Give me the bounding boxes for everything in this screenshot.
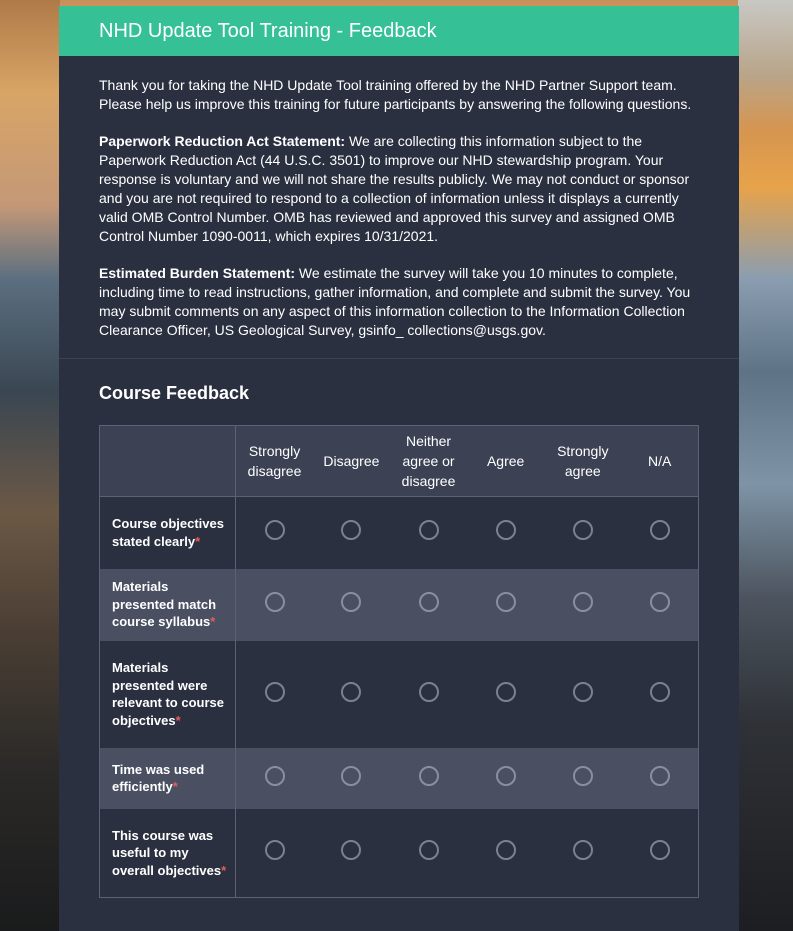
radio-button[interactable] — [419, 520, 439, 540]
option-cell — [236, 748, 313, 809]
background-photo-left — [0, 0, 60, 931]
required-asterisk: * — [210, 614, 216, 630]
option-cell — [621, 569, 698, 641]
likert-row — [100, 641, 699, 748]
option-cell — [236, 641, 313, 748]
option-cell — [313, 497, 390, 569]
radio-button[interactable] — [496, 840, 516, 860]
radio-button[interactable] — [650, 840, 670, 860]
option-cell — [390, 569, 467, 641]
option-cell — [236, 497, 313, 569]
radio-button[interactable] — [341, 840, 361, 860]
survey-title: NHD Update Tool Training - Feedback — [99, 19, 437, 42]
row-label: Materials presented match course syllabus* — [100, 569, 236, 641]
intro-paragraph: Thank you for taking the NHD Update Tool training offered by the NHD Partner Support team. Please help us improve this training for future participants by answering the following questions. — [99, 77, 692, 112]
likert-corner-cell — [100, 426, 236, 497]
paperwork-text: We are collecting this information subject to the Paperwork Reduction Act (44 U.S.C. 3501) to improve our NHD stewardship program. Your response is voluntary and we will not share the results publicly. We may not conduct or sponsor and you are not required to respond to a collection of information unless it displays a currently valid OMB Control Number. OMB has reviewed and approved this survey and assigned OMB Control Number 1090-0011, which expires 10/31/2021. — [99, 133, 690, 244]
required-asterisk: * — [175, 712, 181, 728]
radio-button[interactable] — [650, 766, 670, 786]
radio-button[interactable] — [573, 766, 593, 786]
radio-button[interactable] — [341, 766, 361, 786]
required-asterisk: * — [172, 779, 178, 794]
column-header: Neither agree or disagree — [390, 426, 467, 497]
option-cell — [621, 497, 698, 569]
likert-grid — [99, 425, 699, 898]
radio-button[interactable] — [265, 840, 285, 860]
radio-button[interactable] — [265, 682, 285, 702]
radio-button[interactable] — [496, 766, 516, 786]
survey-card — [59, 6, 739, 931]
survey-header — [59, 6, 739, 56]
background-photo-right — [738, 0, 793, 931]
radio-button[interactable] — [496, 682, 516, 702]
section-title: Course Feedback — [99, 383, 250, 403]
option-cell — [544, 569, 621, 641]
radio-button[interactable] — [496, 592, 516, 612]
likert-row — [100, 569, 699, 641]
radio-button[interactable] — [265, 520, 285, 540]
paperwork-statement — [99, 132, 699, 246]
radio-button[interactable] — [496, 520, 516, 540]
option-cell — [544, 748, 621, 809]
likert-row — [100, 809, 699, 898]
option-cell — [390, 748, 467, 809]
row-label: Course objectives stated clearly* — [100, 497, 236, 569]
option-cell — [313, 641, 390, 748]
radio-button[interactable] — [573, 840, 593, 860]
option-cell — [467, 641, 544, 748]
column-header: Agree — [467, 426, 544, 497]
option-cell — [390, 641, 467, 748]
row-label: Materials presented were relevant to course objectives* — [100, 641, 236, 748]
radio-button[interactable] — [573, 520, 593, 540]
paperwork-label: Paperwork Reduction Act Statement: — [99, 133, 346, 149]
likert-header-row — [100, 426, 699, 497]
radio-button[interactable] — [265, 592, 285, 612]
row-label: Time was used efficiently* — [100, 748, 236, 809]
option-cell — [313, 569, 390, 641]
column-header: N/A — [621, 426, 698, 497]
radio-button[interactable] — [419, 682, 439, 702]
burden-statement — [99, 264, 699, 340]
option-cell — [467, 748, 544, 809]
column-header: Strongly disagree — [236, 426, 313, 497]
option-cell — [544, 497, 621, 569]
radio-button[interactable] — [341, 682, 361, 702]
survey-description — [59, 56, 739, 340]
likert-row — [100, 748, 699, 809]
row-label: This course was useful to my overall objectives* — [100, 809, 236, 898]
option-cell — [390, 809, 467, 898]
column-header: Strongly agree — [544, 426, 621, 497]
option-cell — [313, 748, 390, 809]
burden-text: We estimate the survey will take you 10 minutes to complete, including time to read instructions, gather information, and complete and submit the survey. You may submit comments on any aspect of this information collection to the Information Collection Clearance Officer, US Geological Survey, gsinfo_ collections@usgs.gov. — [99, 265, 691, 338]
radio-button[interactable] — [419, 840, 439, 860]
option-cell — [544, 809, 621, 898]
option-cell — [467, 809, 544, 898]
radio-button[interactable] — [419, 766, 439, 786]
radio-button[interactable] — [650, 520, 670, 540]
radio-button[interactable] — [341, 592, 361, 612]
option-cell — [621, 809, 698, 898]
radio-button[interactable] — [650, 592, 670, 612]
option-cell — [236, 569, 313, 641]
likert-row — [100, 497, 699, 569]
option-cell — [313, 809, 390, 898]
column-header: Disagree — [313, 426, 390, 497]
option-cell — [544, 641, 621, 748]
required-asterisk: * — [221, 862, 227, 878]
likert-table — [99, 425, 699, 898]
radio-button[interactable] — [573, 682, 593, 702]
radio-button[interactable] — [419, 592, 439, 612]
option-cell — [236, 809, 313, 898]
radio-button[interactable] — [341, 520, 361, 540]
radio-button[interactable] — [650, 682, 670, 702]
burden-label: Estimated Burden Statement: — [99, 265, 296, 281]
option-cell — [467, 497, 544, 569]
required-asterisk: * — [195, 533, 201, 549]
option-cell — [621, 748, 698, 809]
option-cell — [621, 641, 698, 748]
radio-button[interactable] — [265, 766, 285, 786]
option-cell — [467, 569, 544, 641]
radio-button[interactable] — [573, 592, 593, 612]
option-cell — [390, 497, 467, 569]
